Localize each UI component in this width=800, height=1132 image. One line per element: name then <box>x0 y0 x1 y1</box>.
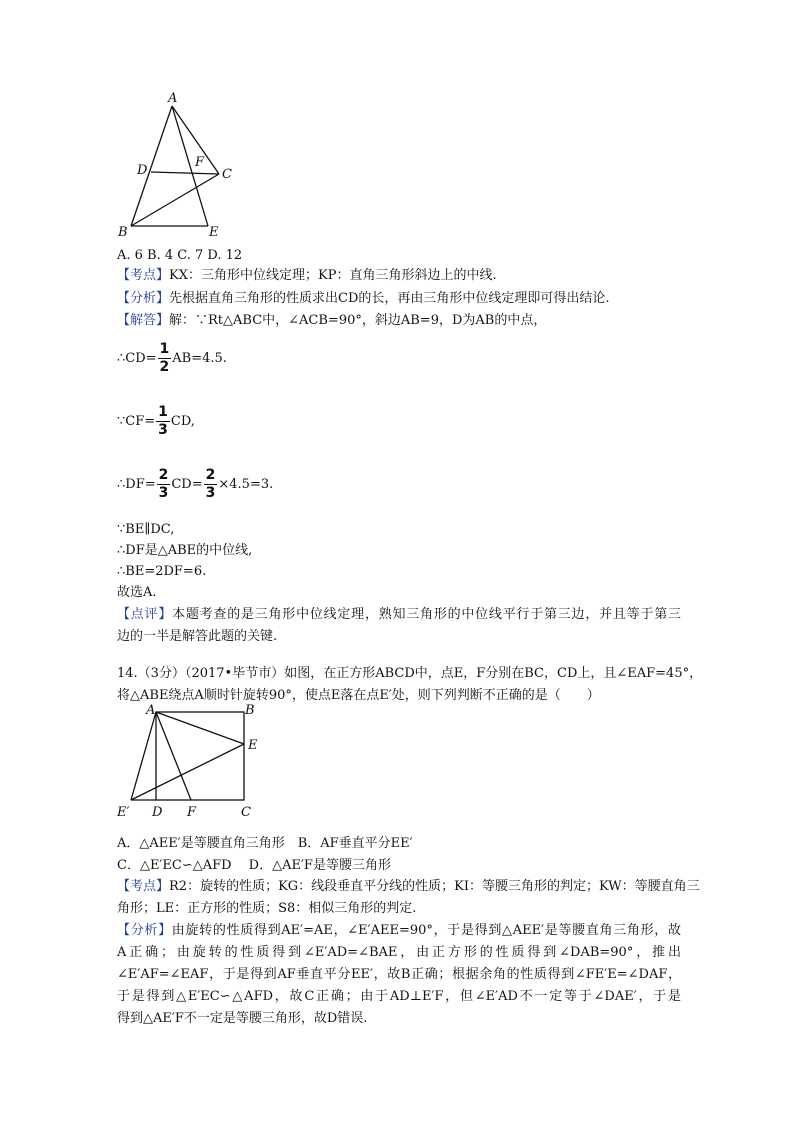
q13-step6: ∴BE=2DF=6. <box>117 564 207 579</box>
fenxi-text: 由旋转的性质得到AE′=AE，∠E′AEE=90°，于是得到△AEE′是等腰直角三角形，故 <box>171 923 681 938</box>
fraction-numerator: 2 <box>205 467 216 483</box>
fenxi-tag: 【分析】 <box>117 291 170 306</box>
label-b: B <box>118 225 128 240</box>
label-f: F <box>195 155 205 170</box>
segment-ae-prime <box>131 712 156 800</box>
fraction-numerator: 1 <box>159 341 170 357</box>
q14-option-line2: C．△E′EC∽△AFD D．△AE′F是等腰三角形 <box>117 858 391 873</box>
q14-fenxi-line3: ∠E′AF=∠EAF，于是得到AF垂直平分EE′，故B正确；根据余角的性质得到∠FE′E=∠DAF， <box>117 967 681 982</box>
step3-mid: CD= <box>171 477 203 492</box>
step1-pre: ∴CD= <box>117 351 157 366</box>
fraction-numerator: 2 <box>158 467 169 483</box>
step1-post: AB=4.5. <box>172 351 227 366</box>
q13-step1 <box>117 340 227 378</box>
q13-fenxi <box>117 289 610 309</box>
fraction <box>158 341 172 376</box>
step3-pre: ∴DF= <box>117 477 156 492</box>
q13-step2 <box>117 403 195 441</box>
label-e-prime: E′ <box>117 805 130 820</box>
triangle-figure <box>110 90 250 240</box>
fraction <box>157 467 171 502</box>
q14-kaodian-line1 <box>117 877 700 897</box>
segment-dc <box>151 172 219 174</box>
q14-stem-line2: 将△ABE绕点A顺时针旋转90°，使点E落在点E′处，则下列判断不正确的是（ ） <box>117 688 600 703</box>
square-figure <box>115 700 275 825</box>
q13-options: A. 6 B. 4 C. 7 D. 12 <box>117 248 243 263</box>
q13-kaodian <box>117 266 497 286</box>
q13-step7: 故选A. <box>117 585 157 600</box>
dianping-tag: 【点评】 <box>117 607 173 622</box>
kaodian-tag: 【考点】 <box>117 879 170 894</box>
label-c: C <box>222 167 232 182</box>
fenxi-tag: 【分析】 <box>117 923 172 938</box>
fraction-denominator: 3 <box>205 485 216 501</box>
q14-option-line1: A．△AEE′是等腰直角三角形 B．AF垂直平分EE′ <box>117 836 413 851</box>
q13-dianping-line1 <box>117 605 681 625</box>
q14-stem-line1: 14.（3分）（2017•毕节市）如图，在正方形ABCD中，点E，F分别在BC，CD上，且∠EAF=45°， <box>117 666 703 681</box>
step2-pre: ∵CF= <box>117 414 156 429</box>
q14-fenxi-line5: 得到△AE′F不一定是等腰三角形，故D错误. <box>117 1011 368 1026</box>
label-d: D <box>152 805 163 820</box>
kaodian-tag: 【考点】 <box>117 268 170 283</box>
fraction-numerator: 1 <box>158 404 168 420</box>
q14-fenxi-line2: A正确；由旋转的性质得到∠E′AD=∠BAE，由正方形的性质得到∠DAB=90°，推出 <box>117 945 681 960</box>
q14-fenxi-line4: 于是得到△E′EC∽△AFD，故C正确；由于AD⊥E′F，但∠E′AD不一定等于∠DAE′，于是 <box>117 989 681 1004</box>
jieda-tag: 【解答】 <box>117 313 170 328</box>
label-f: F <box>187 805 197 820</box>
q13-jieda <box>117 311 546 331</box>
dianping-text: 本题考查的是三角形中位线定理，熟知三角形的中位线平行于第三边，并且等于第三 <box>172 607 681 622</box>
label-c: C <box>241 805 251 820</box>
jieda-text: 解：∵Rt△ABC中，∠ACB=90°，斜边AB=9，D为AB的中点， <box>169 313 547 328</box>
label-e: E <box>248 738 258 753</box>
label-a: A <box>168 91 178 106</box>
fraction-denominator: 3 <box>158 485 169 501</box>
fenxi-text: 先根据直角三角形的性质求出CD的长，再由三角形中位线定理即可得出结论. <box>169 291 610 306</box>
label-b: B <box>245 703 255 718</box>
fraction <box>204 467 218 502</box>
square-abcd <box>156 712 244 800</box>
q14-fenxi-line1 <box>117 921 681 941</box>
step3-post: ×4.5=3. <box>218 477 274 492</box>
fraction-denominator: 3 <box>158 422 168 438</box>
fraction-denominator: 2 <box>159 359 170 375</box>
label-d: D <box>137 163 148 178</box>
q13-step4: ∵BE∥DC, <box>117 522 175 537</box>
kaodian-text: R2：旋转的性质；KG：线段垂直平分线的性质；KI：等腰三角形的判定；KW：等腰直角三 <box>169 879 700 894</box>
label-e: E <box>209 225 219 240</box>
step2-post: CD, <box>170 414 195 429</box>
q13-step3 <box>117 466 273 504</box>
segment-af <box>156 712 191 800</box>
q13-step5: ∴DF是△ABE的中位线, <box>117 543 253 558</box>
kaodian-text: KX：三角形中位线定理；KP：直角三角形斜边上的中线. <box>169 268 497 283</box>
q14-kaodian-line2: 角形；LE：正方形的性质；S8：相似三角形的判定. <box>117 901 417 916</box>
label-a: A <box>146 703 156 718</box>
q13-dianping-line2: 边的一半是解答此题的关键. <box>117 629 278 644</box>
segment-ae <box>156 712 244 744</box>
fraction <box>156 404 170 439</box>
